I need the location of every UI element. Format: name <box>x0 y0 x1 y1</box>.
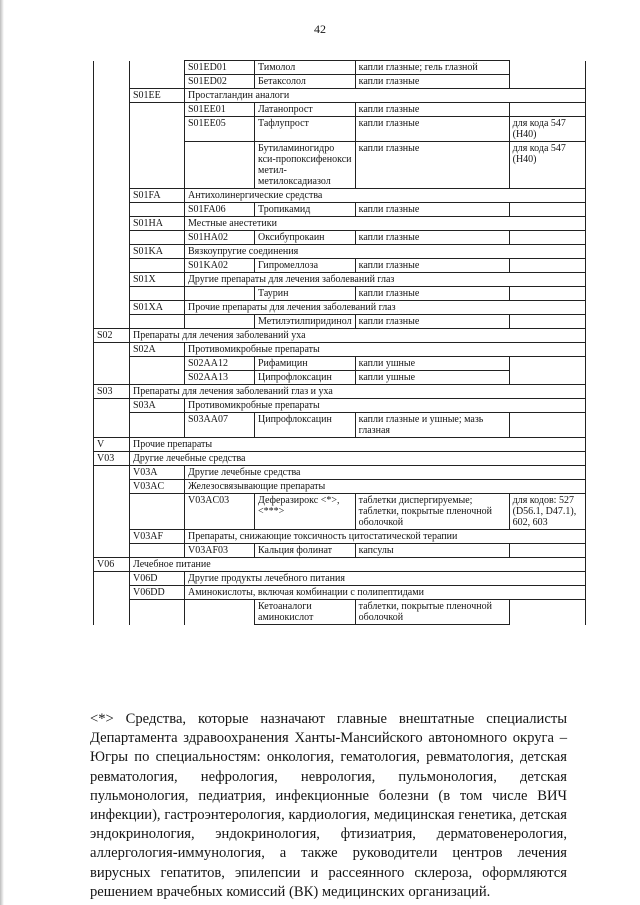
table-row <box>94 586 586 600</box>
table-row <box>94 89 586 103</box>
table-cell: Антихолинергические средства <box>185 189 586 203</box>
footnote-paragraph: <*> Средства, которые назначают главные внештатные специалисты Департамента здравоохранения Ханты-Мансийского автономного округа – Югры по специальностям: онкология, гематология, ревматология, детская ревматология, нефрология, неврология, пульмонология, детская пульмонология, педиатрия, инфекционные болезни (в том числе ВИЧ инфекции), гастроэнтерология, кардиология, медицинская генетика, детская эндокринология, эндокринология, фтизиатрия, дерматовенерология, аллергология-иммунология, а также руководители центров лечения вирусных гепатитов, эпилепсии и рассеянного склероза, оформляются решением врачебных комиссий (ВК) медицинских организаций. <box>90 711 567 900</box>
table-cell: капли ушные <box>355 371 509 385</box>
table-cell <box>94 301 130 315</box>
table-cell: Препараты, снижающие токсичность цитостатической терапии <box>185 530 586 544</box>
table-cell <box>130 413 185 438</box>
table-cell: S01FA06 <box>185 203 255 217</box>
table-cell <box>94 103 130 117</box>
table-row <box>94 103 586 117</box>
drug-list-table-body <box>94 61 586 625</box>
scan-edge-shadow <box>0 0 4 905</box>
table-cell <box>94 61 130 75</box>
table-cell: V <box>94 438 130 452</box>
table-cell: Местные анестетики <box>185 217 586 231</box>
table-cell: S03 <box>94 385 130 399</box>
table-cell <box>94 203 130 217</box>
table-cell <box>130 494 185 530</box>
table-cell <box>185 600 255 625</box>
table-cell: капли глазные; гель глазной <box>355 61 509 75</box>
table-cell: Простагландин аналоги <box>185 89 586 103</box>
table-cell: S02AA12 <box>185 357 255 371</box>
table-cell <box>509 75 585 89</box>
table-cell: капли глазные <box>355 203 509 217</box>
table-cell: Противомикробные препараты <box>185 399 586 413</box>
table-cell <box>94 357 130 371</box>
table-cell <box>130 287 185 301</box>
table-cell: капли глазные <box>355 231 509 245</box>
table-cell: капли глазные <box>355 103 509 117</box>
table-cell: Оксибупрокаин <box>255 231 356 245</box>
table-cell <box>130 600 185 625</box>
table-cell <box>94 273 130 287</box>
table-cell <box>94 494 130 530</box>
table-row <box>94 259 586 273</box>
table-cell <box>94 315 130 329</box>
table-row <box>94 494 586 530</box>
table-cell <box>130 61 185 75</box>
table-cell <box>509 413 585 438</box>
table-cell: для кода 547 (H40) <box>509 117 585 142</box>
table-cell <box>94 399 130 413</box>
table-cell: S01XA <box>130 301 185 315</box>
table-cell <box>94 245 130 259</box>
table-row <box>94 301 586 315</box>
table-row <box>94 217 586 231</box>
table-cell <box>509 315 585 329</box>
table-cell <box>185 142 255 189</box>
table-cell: капли глазные <box>355 287 509 301</box>
table-cell: S01HA <box>130 217 185 231</box>
table-row <box>94 357 586 371</box>
table-cell <box>130 117 185 142</box>
table-cell: Рифамицин <box>255 357 356 371</box>
table-cell: V06 <box>94 558 130 572</box>
table-cell <box>130 231 185 245</box>
table-cell <box>509 357 585 371</box>
table-row <box>94 142 586 189</box>
table-cell: капли глазные и ушные; мазь глазная <box>355 413 509 438</box>
table-row <box>94 544 586 558</box>
table-row <box>94 245 586 259</box>
table-cell <box>94 413 130 438</box>
table-cell: Железосвязывающие препараты <box>185 480 586 494</box>
table-cell: S01KA <box>130 245 185 259</box>
table-cell: S02 <box>94 329 130 343</box>
table-cell: Вязкоупругие соединения <box>185 245 586 259</box>
table-cell: V03AF <box>130 530 185 544</box>
table-cell <box>130 259 185 273</box>
table-cell <box>509 61 585 75</box>
table-cell: Ципрофлоксацин <box>255 413 356 438</box>
table-cell <box>94 466 130 480</box>
table-cell: Бетаксолол <box>255 75 356 89</box>
table-cell <box>130 315 185 329</box>
table-cell: Деферазирокс <*>, <***> <box>255 494 356 530</box>
drug-list-table <box>93 60 586 625</box>
table-cell: V03AC <box>130 480 185 494</box>
table-cell: Противомикробные препараты <box>185 343 586 357</box>
table-cell: Другие продукты лечебного питания <box>185 572 586 586</box>
table-cell: Другие лечебные средства <box>185 466 586 480</box>
table-cell <box>509 287 585 301</box>
table-row <box>94 203 586 217</box>
table-cell: таблетки, покрытые пленочной оболочкой <box>355 600 509 625</box>
table-row <box>94 385 586 399</box>
table-cell: V06D <box>130 572 185 586</box>
table-cell <box>94 142 130 189</box>
table-cell <box>94 600 130 625</box>
drug-list-table-wrapper <box>93 60 586 625</box>
table-cell: S01X <box>130 273 185 287</box>
table-cell <box>94 343 130 357</box>
table-cell: Прочие препараты для лечения заболеваний глаз <box>185 301 586 315</box>
table-row <box>94 452 586 466</box>
table-row <box>94 413 586 438</box>
table-row <box>94 231 586 245</box>
table-row <box>94 371 586 385</box>
table-cell <box>94 117 130 142</box>
table-cell <box>94 586 130 600</box>
table-cell <box>130 544 185 558</box>
table-cell <box>94 89 130 103</box>
table-cell: Метилэтилпиридинол <box>255 315 356 329</box>
table-cell <box>130 357 185 371</box>
table-cell: S01EE01 <box>185 103 255 117</box>
table-cell <box>509 203 585 217</box>
table-cell: S01ED01 <box>185 61 255 75</box>
table-cell <box>130 75 185 89</box>
table-cell <box>94 287 130 301</box>
table-cell: для кодов: 527 (D56.1, D47.1), 602, 603 <box>509 494 585 530</box>
table-cell <box>185 315 255 329</box>
table-cell: Препараты для лечения заболеваний уха <box>130 329 586 343</box>
table-cell: Гипромеллоза <box>255 259 356 273</box>
table-cell: S01FA <box>130 189 185 203</box>
table-row <box>94 343 586 357</box>
table-cell: Тропикамид <box>255 203 356 217</box>
table-cell: Другие лечебные средства <box>130 452 586 466</box>
table-cell: Латанопрост <box>255 103 356 117</box>
table-row <box>94 438 586 452</box>
table-row <box>94 315 586 329</box>
table-cell: Аминокислоты, включая комбинации с полипептидами <box>185 586 586 600</box>
table-cell: капли глазные <box>355 142 509 189</box>
page-number: 42 <box>314 22 326 36</box>
table-cell: S02AA13 <box>185 371 255 385</box>
table-cell: Таурин <box>255 287 356 301</box>
table-cell: Лечебное питание <box>130 558 586 572</box>
table-row <box>94 117 586 142</box>
table-cell: V03AC03 <box>185 494 255 530</box>
table-cell: таблетки диспергируемые; таблетки, покрытые пленочной оболочкой <box>355 494 509 530</box>
table-cell <box>130 142 185 189</box>
table-cell: S01EE05 <box>185 117 255 142</box>
table-cell <box>130 103 185 117</box>
table-row <box>94 75 586 89</box>
table-cell: V06DD <box>130 586 185 600</box>
table-cell: Кетоаналоги аминокислот <box>255 600 356 625</box>
table-row <box>94 287 586 301</box>
table-row <box>94 530 586 544</box>
table-row <box>94 466 586 480</box>
table-cell <box>509 231 585 245</box>
table-cell: для кода 547 (H40) <box>509 142 585 189</box>
table-cell <box>94 189 130 203</box>
table-cell: Тимолол <box>255 61 356 75</box>
table-cell: Другие препараты для лечения заболеваний глаз <box>185 273 586 287</box>
table-cell: Препараты для лечения заболеваний глаз и уха <box>130 385 586 399</box>
table-row <box>94 329 586 343</box>
table-row <box>94 572 586 586</box>
table-cell: S01ED02 <box>185 75 255 89</box>
table-cell <box>94 480 130 494</box>
table-cell <box>509 371 585 385</box>
table-cell: S03AA07 <box>185 413 255 438</box>
table-cell: Тафлупрост <box>255 117 356 142</box>
table-cell: Ципрофлоксацин <box>255 371 356 385</box>
table-cell: капли ушные <box>355 357 509 371</box>
table-cell: капли глазные <box>355 259 509 273</box>
table-cell: S01KA02 <box>185 259 255 273</box>
table-row <box>94 558 586 572</box>
table-cell <box>94 371 130 385</box>
table-cell <box>94 572 130 586</box>
table-cell: капли глазные <box>355 75 509 89</box>
table-cell <box>509 600 585 625</box>
table-cell: S02A <box>130 343 185 357</box>
table-cell <box>185 287 255 301</box>
table-cell: S01HA02 <box>185 231 255 245</box>
table-cell <box>94 530 130 544</box>
table-cell: Кальция фолинат <box>255 544 356 558</box>
table-cell: V03 <box>94 452 130 466</box>
table-cell: капли глазные <box>355 315 509 329</box>
table-cell <box>94 231 130 245</box>
table-cell <box>94 544 130 558</box>
table-cell: V03A <box>130 466 185 480</box>
table-row <box>94 61 586 75</box>
table-cell: капсулы <box>355 544 509 558</box>
table-row <box>94 189 586 203</box>
table-row <box>94 273 586 287</box>
table-cell <box>509 259 585 273</box>
table-row <box>94 399 586 413</box>
table-cell: V03AF03 <box>185 544 255 558</box>
table-cell: S03A <box>130 399 185 413</box>
table-cell <box>94 75 130 89</box>
table-cell <box>130 371 185 385</box>
table-cell <box>509 544 585 558</box>
table-cell: Бутиламиногидро кси-пропоксифенокси метил-метилоксадиазол <box>255 142 356 189</box>
table-cell: капли глазные <box>355 117 509 142</box>
table-row <box>94 600 586 625</box>
table-cell <box>509 103 585 117</box>
table-cell: S01EE <box>130 89 185 103</box>
table-cell <box>94 259 130 273</box>
table-row <box>94 480 586 494</box>
table-cell: Прочие препараты <box>130 438 586 452</box>
table-cell <box>130 203 185 217</box>
table-cell <box>94 217 130 231</box>
